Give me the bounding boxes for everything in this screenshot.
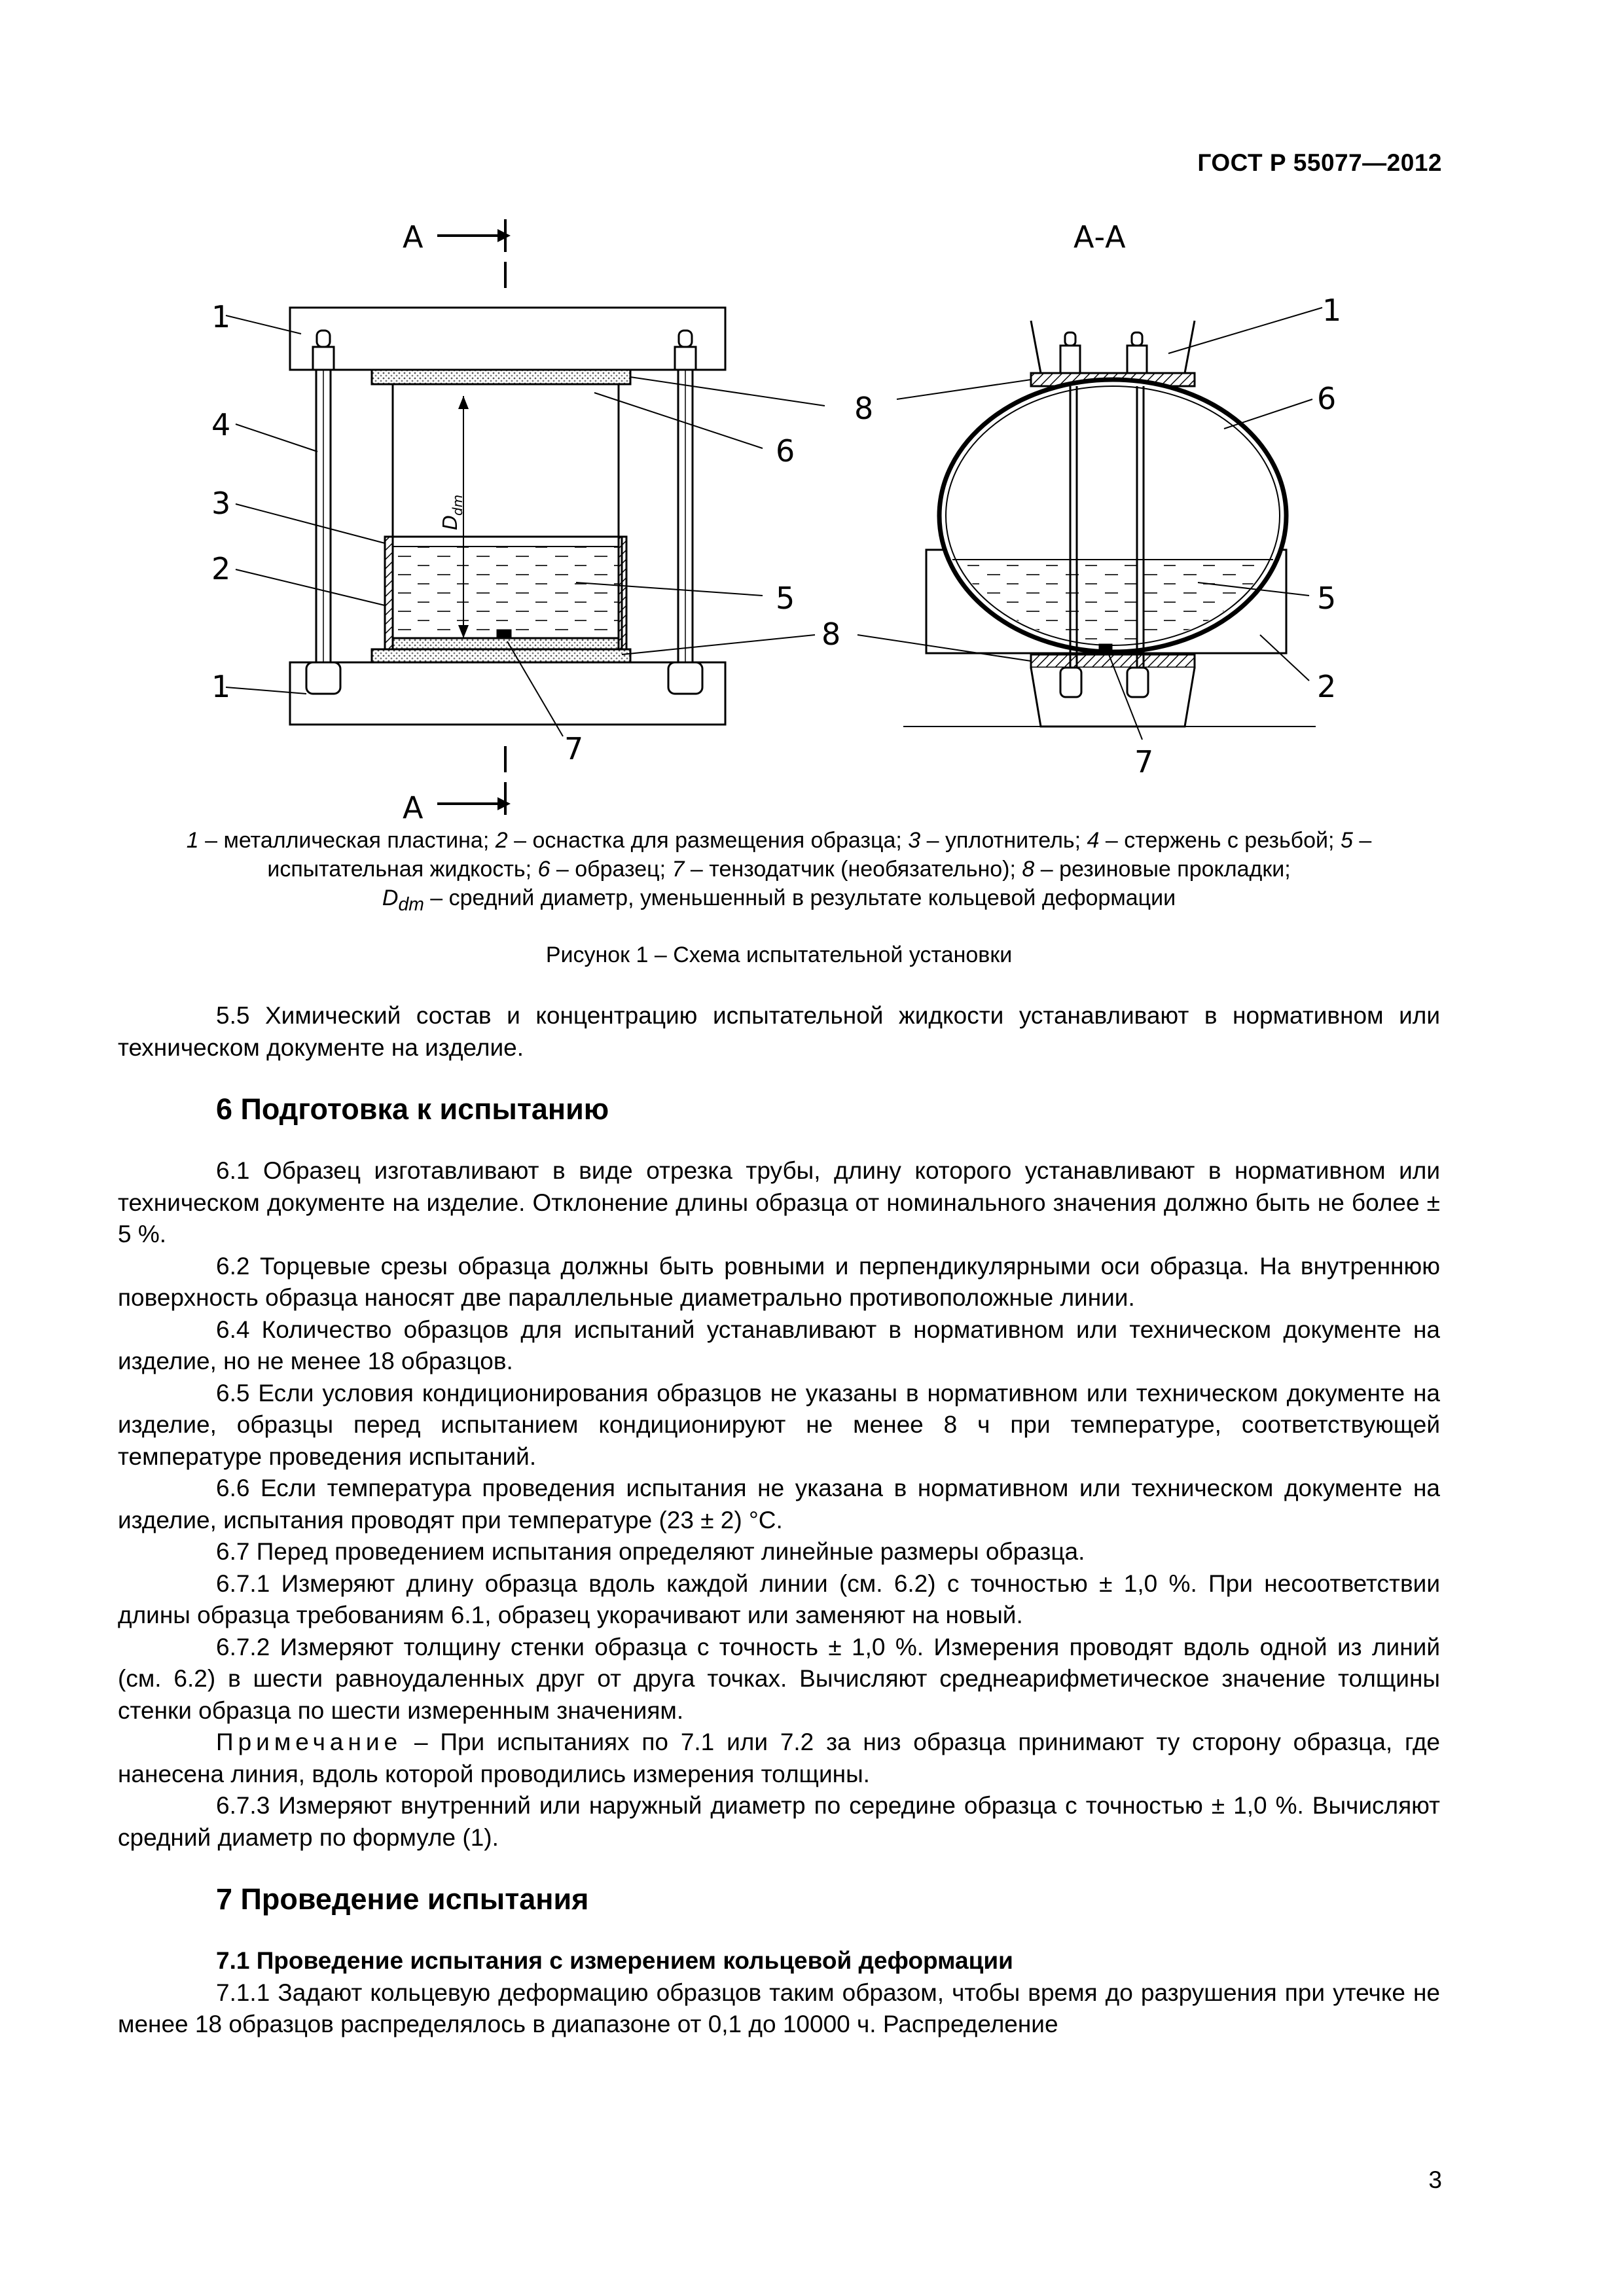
callout-2: 2 [211, 551, 231, 586]
paragraph-6-7-3: 6.7.3 Измеряют внутренний или наружный диаметр по середине образца с точностью ± 1,0 %. Вычисляют средний диаметр по формуле (1). [118, 1792, 1440, 1851]
section-view [857, 308, 1322, 740]
note-paragraph [118, 1727, 1440, 1790]
callout-3: 3 [211, 486, 231, 521]
callout-1-top: 1 [211, 299, 231, 334]
callout-4: 4 [211, 407, 231, 442]
callout-7: 7 [564, 731, 584, 766]
label-section-bottom: А [403, 790, 424, 825]
label-section-top: А [403, 219, 424, 255]
paragraph-6-5: 6.5 Если условия кондиционирования образцов не указаны в нормативном или техническом документе на изделие, образцы перед испытанием кондиционируют не менее 8 ч при температуре, соответствующей температуре проведения испытаний. [118, 1379, 1440, 1470]
callout-1-bottom: 1 [211, 669, 231, 704]
paragraph-6-1: 6.1 Образец изготавливают в виде отрезка трубы, длину которого устанавливают в нормативном или техническом документе на изделие. Отклонение длины образца от номинального значения должно быть не более ± 5 %. [118, 1157, 1440, 1247]
dimension-ddm-subscript: dm [450, 494, 465, 516]
figure-legend: 1 – металлическая пластина; 2 – оснастка для размещения образца; 3 – уплотнитель; 4 – стержень с резьбой; 5 – испытательная жидкость; 6 – образец; 7 – тензодатчик (необязательно); 8 – резиновые прокладки; $D_{dm}$ – средний диаметр, уменьшенный в результате кольцевой деформации [186, 828, 1372, 915]
callout-6: 6 [776, 433, 795, 469]
heading-section-6: 6 Подготовка к испытанию [216, 1092, 609, 1126]
note-label: Примечание [216, 1729, 403, 1755]
test-setup-drawing [0, 196, 1624, 844]
label-section-view: А-А [1074, 219, 1126, 255]
front-view [226, 219, 825, 815]
callout-8-top: 8 [854, 391, 874, 426]
callout-5: 5 [776, 581, 795, 616]
callout-r2: 2 [1317, 669, 1337, 704]
callout-r1: 1 [1322, 293, 1342, 328]
document-standard-number: ГОСТ Р 55077—2012 [1197, 149, 1442, 176]
callout-8-bottom: 8 [821, 617, 841, 652]
callout-r6: 6 [1317, 381, 1337, 416]
note-text: – При испытаниях по 7.1 или 7.2 за низ образца принимают ту сторону образца, где нанесена линия, вдоль которой проводились измерения толщины. [118, 1729, 1440, 1787]
document-body [118, 1000, 1440, 2041]
paragraph-6-6: 6.6 Если температура проведения испытания не указана в нормативном или техническом документе на изделие, испытания проводят при температуре (23 ± 2) °С. [118, 1475, 1440, 1534]
paragraph-6-7-1: 6.7.1 Измеряют длину образца вдоль каждой линии (см. 6.2) с точностью ± 1,0 %. При несоответствии длины образца требованиям 6.1, образец укорачивают или заменяют на новый. [118, 1570, 1440, 1628]
figure-title: Рисунок 1 – Схема испытательной установки [545, 942, 1013, 967]
callout-r7: 7 [1134, 744, 1154, 780]
paragraph-6-2: 6.2 Торцевые срезы образца должны быть ровными и перпендикулярными оси образца. На внутреннюю поверхность образца наносят две параллельные диаметрально противоположные линии. [118, 1252, 1440, 1311]
paragraph-7-1-1: 7.1.1 Задают кольцевую деформацию образцов таким образом, чтобы время до разрушения при утечке не менее 18 образцов распределялось в диапазоне от 0,1 до 10000 ч. Распределение [118, 1979, 1440, 2037]
paragraph-6-7: 6.7 Перед проведением испытания определяют линейные размеры образца. [216, 1538, 1085, 1565]
page-number: 3 [1428, 2166, 1442, 2193]
figure-test-setup [0, 196, 1624, 844]
paragraph-6-4: 6.4 Количество образцов для испытаний устанавливают в нормативном или техническом документе на изделие, но не менее 18 образцов. [118, 1316, 1440, 1374]
paragraph-6-7-2: 6.7.2 Измеряют толщину стенки образца с точность ± 1,0 %. Измерения проводят вдоль одной из линий (см. 6.2) в шести равноудаленных друг от друга точках. Вычисляют среднеарифметическое значение толщины стенки образца по шести измеренным значениям. [118, 1633, 1440, 1724]
heading-subsection-7-1: 7.1 Проведение испытания с измерением кольцевой деформации [216, 1947, 1013, 1974]
callout-r5: 5 [1317, 581, 1337, 616]
dimension-ddm: D [439, 514, 462, 530]
paragraph-5-5: 5.5 Химический состав и концентрацию испытательной жидкости устанавливают в нормативном или техническом документе на изделие. [118, 1002, 1440, 1061]
heading-section-7: 7 Проведение испытания [216, 1882, 589, 1916]
